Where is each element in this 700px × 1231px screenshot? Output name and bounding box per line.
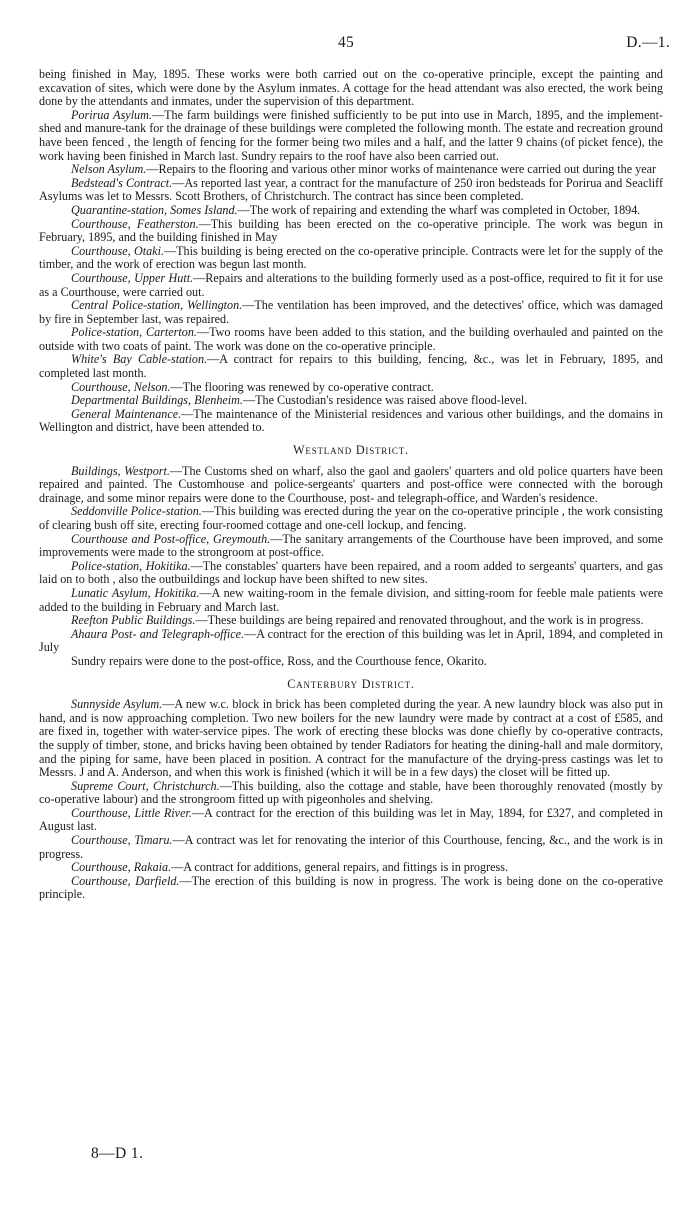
paragraph-item	[39, 204, 663, 218]
paragraph-title: Ahaura Post- and Telegraph-office.	[71, 626, 245, 641]
paragraph-item	[39, 381, 663, 395]
signature-mark: 8—D 1.	[91, 1145, 144, 1162]
paragraph-text: —The maintenance of the Ministerial residences and various other buildings, and the domains in Wellington and district, have been attended to.	[39, 406, 663, 435]
canterbury-section	[39, 698, 663, 902]
paragraph-item	[39, 177, 663, 204]
paragraph-title: Nelson Asylum.	[71, 162, 147, 177]
paragraph-item	[39, 587, 663, 614]
paragraph-text: —The flooring was renewed by co-operative contract.	[170, 379, 434, 394]
westland-heading: Westland District.	[293, 443, 409, 458]
paragraph-title: Bedstead's Contract.	[71, 175, 173, 190]
paragraph-text: —Two rooms have been added to this station, and the building overhauled and painted on the outside with two coats of paint. The work was done on the co-operative principle.	[39, 325, 663, 353]
paragraph-title: Police-station, Carterton.	[71, 325, 197, 340]
paragraph-item	[39, 394, 663, 408]
paragraph-item	[39, 655, 663, 669]
paragraph-text: —This building was erected during the year on the co-operative principle , the work consisting of clearing bush off site, erecting four-roomed cottage and one-cell lockup, and fencing.	[39, 504, 663, 532]
paragraph-item	[39, 505, 663, 532]
canterbury-heading: Canterbury District.	[287, 676, 415, 691]
intro-paragraph: being finished in May, 1895. These works were both carried out on the co-operative principle, except the painting and excavation of sites, which were done by the Asylum inmates. A cottage for the head attendant was also erected, the work being done by the attendants and inmates, under the supervision of this department.	[39, 67, 663, 109]
paragraph-text: —The erection of this building is now in progress. The work is being done on the co-operative principle.	[39, 873, 663, 902]
paragraph-title: Central Police-station, Wellington.	[71, 298, 243, 313]
paragraph-item	[39, 109, 663, 163]
wellington-section	[39, 109, 663, 435]
paragraph-text: —The farm buildings were finished sufficiently to be put into use in March, 1895, and the implement-shed and manure-tank for the drainage of these buildings were completed the following month. The estate and recreation ground have been fenced , the length of fencing for the former being two miles and a half, and the latter 9 chains (of picket fence), the work having been finished in March last. Sundry repairs to the roof have also been carried out.	[39, 107, 663, 163]
paragraph-title: Courthouse, Otaki.	[71, 243, 164, 258]
paragraph-text: —Repairs and alterations to the building formerly used as a post-office, required to fit it for use as a Courthouse, were carried out.	[39, 270, 663, 299]
paragraph-item	[39, 628, 663, 655]
paragraph-text: —A contract for the erection of this building was let in May, 1894, for £327, and completed in August last.	[39, 805, 663, 834]
paragraph-item	[39, 875, 663, 902]
paragraph-item	[39, 807, 663, 834]
paragraph-item	[39, 218, 663, 245]
paragraph-title: Courthouse and Post-office, Greymouth.	[71, 531, 271, 546]
paragraph-text: —This building is being erected on the co-operative principle. Contracts were let for the supply of the timber, and the work of erection was begun last month.	[39, 243, 663, 272]
paragraph-item	[39, 465, 663, 506]
paragraph-title: Buildings, Westport.	[71, 463, 170, 478]
paragraph-title: Porirua Asylum.	[71, 107, 152, 122]
paragraph-text: —A new waiting-room in the female division, and sitting-room for feeble male patients were added to the building in February and March last.	[39, 585, 663, 614]
paragraph-item	[39, 163, 663, 177]
paragraph-title: Courthouse, Upper Hutt.	[71, 270, 194, 285]
paragraph-text: —A contract was let for renovating the interior of this Courthouse, fencing, &c., and the work is in progress.	[39, 833, 663, 861]
paragraph-title: Courthouse, Little River.	[71, 805, 192, 820]
body-text	[39, 68, 663, 902]
paragraph-text: —A contract for additions, general repairs, and fittings is in progress.	[171, 860, 508, 875]
paragraph-text: Sundry repairs were done to the post-office, Ross, and the Courthouse fence, Okarito.	[71, 653, 487, 668]
paragraph-item	[39, 780, 663, 807]
paragraph-item	[39, 698, 663, 780]
paragraph-text: —The Customs shed on wharf, also the gaol and gaolers' quarters and old police quarters have been repaired and painted. The Customhouse and police-sergeants' quarters and post-office were connected with the borough drainage, and some minor repairs were done to the Courthouse, post- and telegraph-office, and Warden's residence.	[39, 463, 663, 505]
paragraph-text: —This building, also the cottage and stable, have been thoroughly renovated (mostly by co-operative labour) and the strongroom fitted up with pigeonholes and shelving.	[39, 778, 663, 807]
paragraph-title: Sunnyside Asylum.	[71, 697, 163, 712]
paragraph-text: —The Custodian's residence was raised above flood-level.	[242, 393, 528, 408]
paragraph-title: Lunatic Asylum, Hokitika.	[71, 585, 200, 600]
paragraph-item	[39, 861, 663, 875]
paragraph-title: Courthouse, Timaru.	[71, 833, 173, 848]
paragraph-item	[39, 560, 663, 587]
paragraph-item	[39, 408, 663, 435]
paragraph-title: Courthouse, Darfield.	[71, 873, 180, 888]
paragraph-item	[39, 245, 663, 272]
paragraph-title: Departmental Buildings, Blenheim.	[71, 393, 243, 408]
page-number: 45	[338, 34, 355, 51]
paragraph-title: Courthouse, Nelson.	[71, 379, 171, 394]
paragraph-item	[39, 614, 663, 628]
paragraph-title: Courthouse, Featherston.	[71, 216, 199, 231]
paragraph-title: Police-station, Hokitika.	[71, 558, 191, 573]
paragraph-text: —The constables' quarters have been repaired, and a room added to sergeants' quarters, and gas laid on to both , also the outbuildings and lockup have been shifted to new sites.	[39, 558, 663, 587]
paragraph-title: Quarantine-station, Somes Island.	[71, 202, 238, 217]
paragraph-title: White's Bay Cable-station.	[71, 352, 208, 367]
paragraph-item	[39, 353, 663, 380]
paragraph-title: General Maintenance.	[71, 406, 182, 421]
paragraph-title: Reefton Public Buildings.	[71, 613, 196, 628]
paragraph-item	[39, 834, 663, 861]
paragraph-text: —The work of repairing and extending the wharf was completed in October, 1894.	[237, 202, 641, 217]
paragraph-text: —The ventilation has been improved, and the detectives' office, which was damaged by fire in September last, was repaired.	[39, 298, 663, 326]
paragraph-title: Seddonville Police-station.	[71, 504, 202, 519]
paragraph-item	[39, 533, 663, 560]
paragraph-item	[39, 299, 663, 326]
paragraph-text: —As reported last year, a contract for the manufacture of 250 iron bedsteads for Porirua and Seacliff Asylums was let to Messrs. Scott Brothers, of Christchurch. The contract has since been completed.	[39, 175, 663, 204]
paragraph-text: —The sanitary arrangements of the Courthouse have been improved, and some improvements were made to the strongroom at post-office.	[39, 531, 664, 560]
document-code: D.—1.	[626, 34, 670, 51]
paragraph-text: —A contract for the erection of this building was let in April, 1894, and completed in July	[39, 626, 663, 655]
paragraph-text: —These buildings are being repaired and renovated throughout, and the work is in progress.	[195, 613, 644, 628]
paragraph-item	[39, 326, 663, 353]
paragraph-text: —A new w.c. block in brick has been completed during the year. A new laundry block was also put in hand, and is now approaching completion. Two new boilers for the new laundry were made by contract at a cost of £585, and are fixed in, together with water-service pipes. The work of erecting these blocks was done chiefly by co-operative contracts, the supply of timber, stone, and bricks having been obtained by tender Radiators for heating the dining-hall and male dormitory, and the piping for same, have been placed in position. A contract for the manufacture of the drying-press castings was let to Messrs. J and A. Anderson, and when this work is finished (which it will be in a few days) the closet will be fitted up.	[39, 697, 663, 780]
paragraph-text: —This building has been erected on the co-operative principle. The work was begun in February, 1895, and the building finished in May	[39, 216, 663, 245]
paragraph-title: Supreme Court, Christchurch.	[71, 778, 220, 793]
westland-section	[39, 465, 663, 669]
paragraph-item	[39, 272, 663, 299]
paragraph-title: Courthouse, Rakaia.	[71, 860, 172, 875]
paragraph-text: —Repairs to the flooring and various other minor works of maintenance were carried out during the year	[146, 162, 657, 177]
paragraph-text: —A contract for repairs to this building, fencing, &c., was let in February, 1895, and completed last month.	[39, 352, 663, 381]
